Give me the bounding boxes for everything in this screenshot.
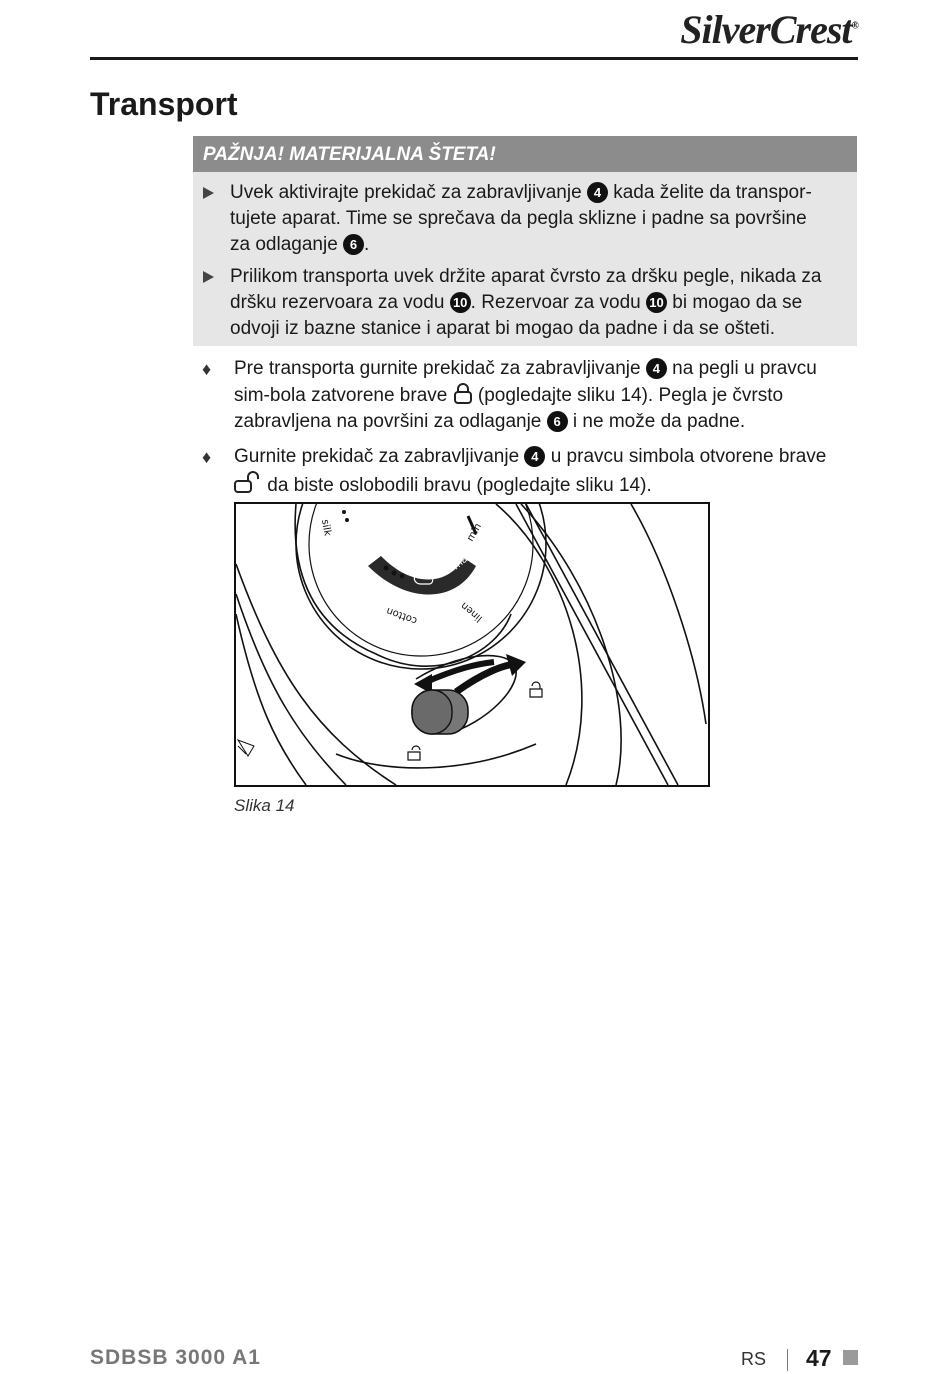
illustration-drawing xyxy=(236,504,708,785)
reference-number: 4 xyxy=(587,182,608,203)
reference-number: 4 xyxy=(646,358,667,379)
section-title: Transport xyxy=(90,86,238,122)
page-marker-square xyxy=(843,1350,858,1365)
open-lock-icon xyxy=(234,470,262,494)
reference-number: 6 xyxy=(343,234,364,255)
dial-label: max xyxy=(450,549,475,573)
language-code: RS xyxy=(741,1349,767,1369)
dial-label: min xyxy=(465,521,485,544)
warning-heading: PAŽNJA! MATERIJALNA ŠTETA! xyxy=(193,136,857,172)
warning-item: Uvek aktivirajte prekidač za zabravljivanje 4 kada želite da transpor-tujete aparat. Time se sprečava da pegla sklizne i padne sa površine za odlaganje 6 . xyxy=(230,180,830,258)
instruction-step: ♦ Gurnite prekidač za zabravljivanje 4 u pravcu simbola otvorene brave da biste oslobodili bravu (pogledajte sliku 14). xyxy=(202,446,827,496)
header-rule xyxy=(90,57,858,60)
reference-number: 10 xyxy=(450,292,471,313)
closed-lock-icon xyxy=(453,382,473,404)
diamond-bullet-icon: ♦ xyxy=(202,359,212,379)
reference-number: 4 xyxy=(524,446,545,467)
triangle-bullet-icon xyxy=(203,187,214,199)
footer-divider xyxy=(787,1349,788,1371)
warning-item: Prilikom transporta uvek držite aparat čvrsto za dršku pegle, nikada za dršku rezervoara za vodu 10 . Rezervoar za vodu 10 bi mogao da se odvoji iz bazne stanice i aparat bi mogao da padne i da se ošteti. xyxy=(230,264,830,342)
registered-mark: ® xyxy=(851,20,858,32)
triangle-bullet-icon xyxy=(203,271,214,283)
diamond-bullet-icon: ♦ xyxy=(202,447,212,467)
instruction-step: ♦ Pre transporta gurnite prekidač za zabravljivanje 4 na pegli u pravcu sim-bola zatvorene brave (pogledajte sliku 14). Pegla je čvrsto zabravljena na površini za odlaganje 6 i ne može da padne. xyxy=(202,358,817,432)
dial-label: linen xyxy=(459,599,485,624)
brand-logo: SilverCrest® xyxy=(680,7,858,52)
reference-number: 6 xyxy=(547,411,568,432)
dial-label: silk xyxy=(319,518,333,537)
model-number: SDBSB 3000 A1 xyxy=(90,1346,261,1369)
page-number: 47 xyxy=(806,1345,832,1371)
iron-lock-illustration xyxy=(234,502,710,787)
figure-caption: Slika 14 xyxy=(234,796,295,815)
reference-number: 10 xyxy=(646,292,667,313)
dial-label: cotton xyxy=(385,604,419,626)
warning-box xyxy=(193,136,857,346)
